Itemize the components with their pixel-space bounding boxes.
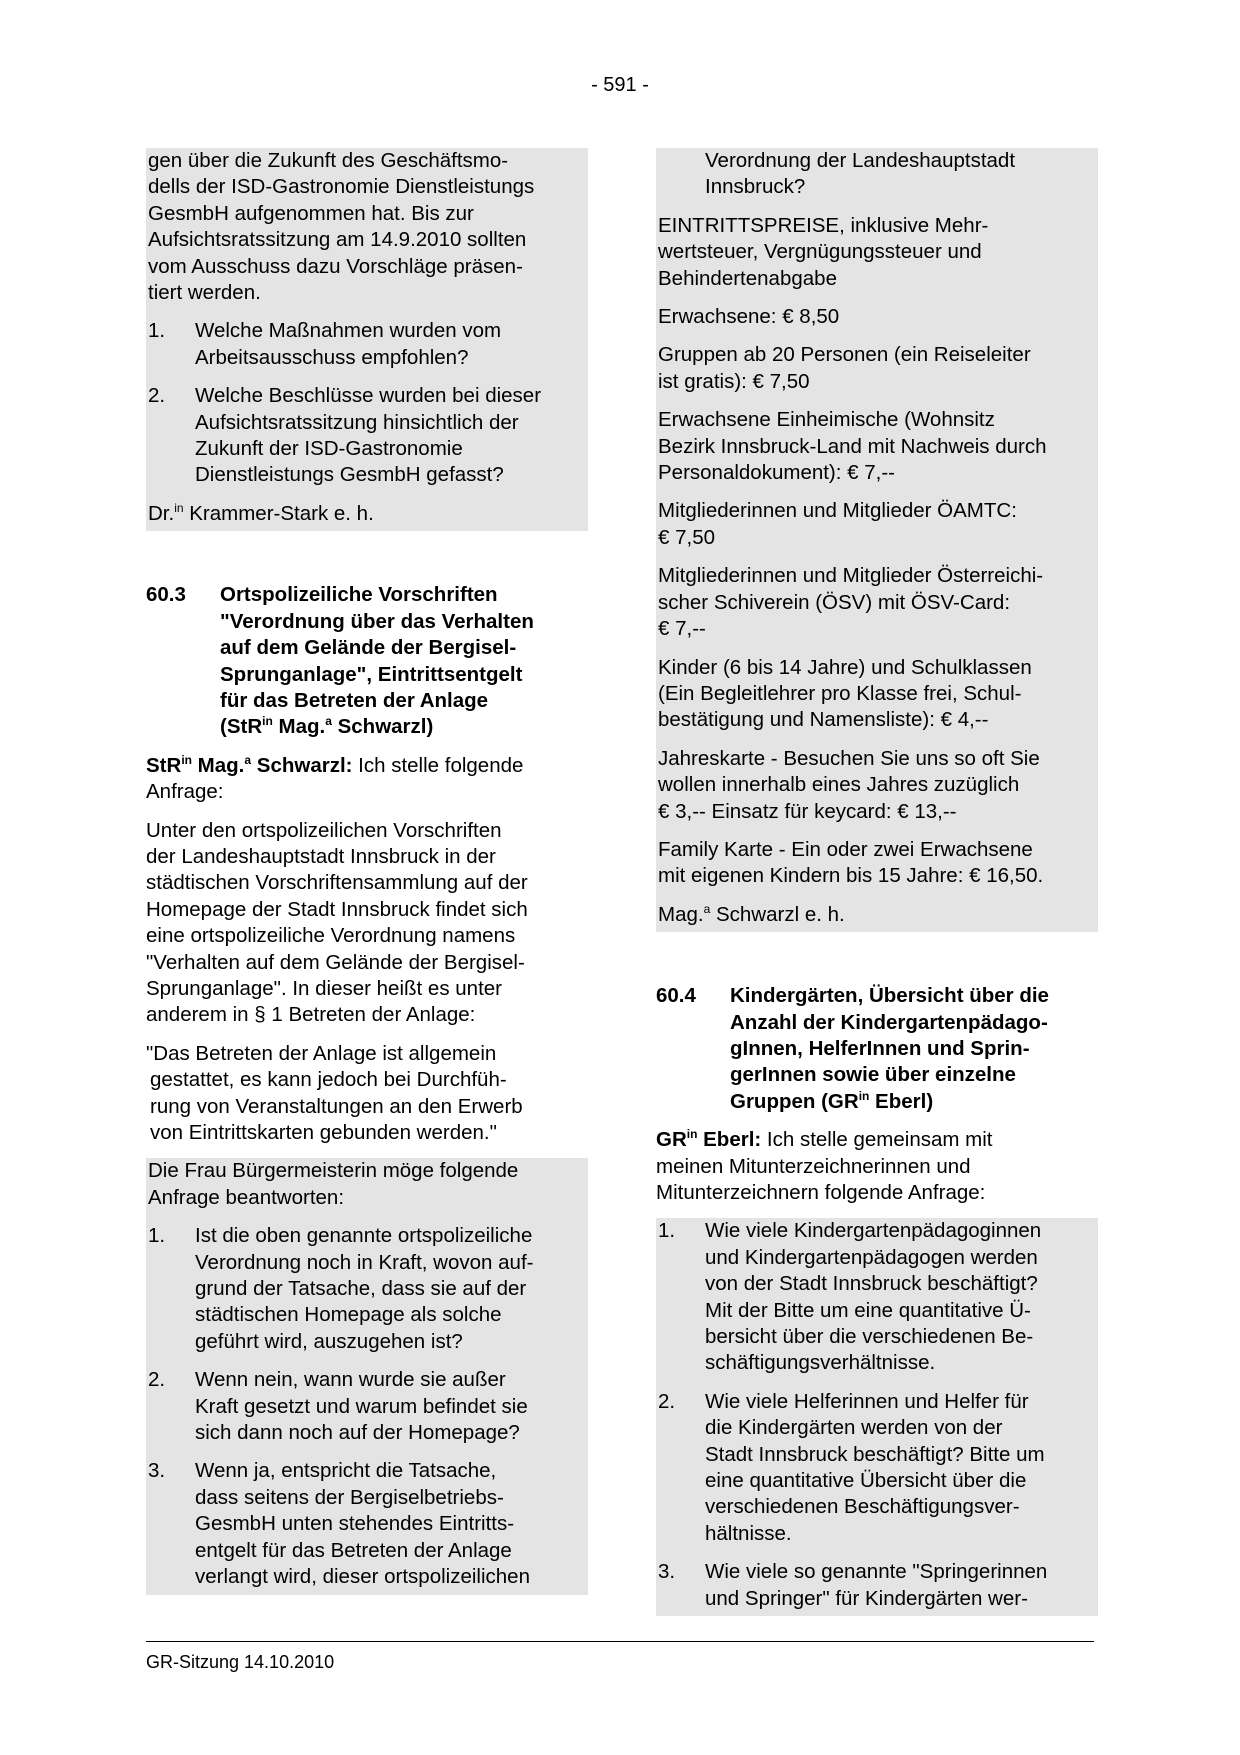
kindergarten-item-2: 2. Wie viele Helferinnen und Helfer für die Kindergärten werden von der Stadt Innsbruck beschäftigt? Bitte um eine quantitative Übersicht über die verschiedenen Beschäftigungsver- hältnisse. xyxy=(658,1389,1045,1545)
request-item-2: 2. Wenn nein, wann wurde sie außer Kraft gesetzt und warum befindet sie sich dann noch auf der Homepage? xyxy=(148,1368,528,1445)
left-column xyxy=(146,148,588,1595)
request-item-1: 1. Ist die oben genannte ortspolizeiliche Verordnung noch in Kraft, wovon auf- grund der Tatsache, dass sie auf der städtischen Homepage als solche geführt wird, auszugehen ist? xyxy=(148,1224,534,1353)
price-groups: Gruppen ab 20 Personen (ein Reiseleiter ist gratis): € 7,50 xyxy=(658,343,1031,393)
question-block-bergisel xyxy=(146,1158,588,1594)
question-block-isd xyxy=(146,148,588,531)
request-paragraph: Die Frau Bürgermeisterin möge folgende Anfrage beantworten: xyxy=(148,1159,519,1209)
signature-schwarzl: Mag.$^a$ Schwarzl e. h. xyxy=(658,901,845,926)
continued-item-3: Verordnung der Landeshauptstadt Innsbruck? xyxy=(705,149,1016,199)
intro-paragraph: gen über die Zukunft des Geschäftsmo- dells der ISD-Gastronomie Dienstleistungs GesmbH aufgenommen hat. Bis zur Aufsichtsratssitzung am 14.9.2010 sollten vom Ausschuss dazu Vorschläge präsen- tiert werden. xyxy=(148,149,535,305)
question-block-kindergarten xyxy=(656,1218,1098,1616)
price-oeamtc: Mitgliederinnen und Mitglieder ÖAMTC: € 7,50 xyxy=(658,499,1017,549)
question-item-2: 2. Welche Beschlüsse wurden bei dieser Aufsichtsratssitzung hinsichtlich der Zukunft der ISD-Gastronomie Dienstleistungs GesmbH gefasst? xyxy=(148,384,542,487)
price-adults: Erwachsene: € 8,50 xyxy=(658,305,840,329)
price-annual: Jahreskarte - Besuchen Sie uns so oft Sie wollen innerhalb eines Jahres zuzüglich € 3,-- Einsatz für keycard: € 13,-- xyxy=(658,746,1040,823)
speaker-intro-eberl: $GR^{in}$ Eberl: Ich stelle gemeinsam mit meinen Mitunterzeichnerinnen und Mitunterzeichnern folgende Anfrage: xyxy=(656,1127,993,1204)
signature-krammer-stark: Dr.$^{in}$ Krammer-Stark e. h. xyxy=(148,501,374,525)
prices-heading: EINTRITTSPREISE, inklusive Mehr- wertsteuer, Vergnügungssteuer und Behindertenabgabe xyxy=(658,213,989,290)
request-item-3: 3. Wenn ja, entspricht die Tatsache, dass seitens der Bergiselbetriebs- GesmbH unten stehendes Eintritts- entgelt für das Betreten der Anlage verlangt wird, dieser ortspolizeilichen xyxy=(148,1459,530,1589)
section-heading-60-3: 60.3 Ortspolizeiliche Vorschriften "Verordnung über das Verhalten auf dem Gelände der Bergisel- Sprunganlage", Eintrittsentgelt für das Betreten der Anlage (StR$^{in}$ Mag.$^a$ Schwarzl) xyxy=(146,583,534,739)
question-item-1: 1. Welche Maßnahmen wurden vom Arbeitsausschuss empfohlen? xyxy=(148,319,502,369)
question-block-bergisel-cont xyxy=(656,148,1098,932)
price-children: Kinder (6 bis 14 Jahre) und Schulklassen (Ein Begleitlehrer pro Klasse frei, Schul- bestätigung und Namensliste): € 4,-- xyxy=(658,655,1032,732)
speaker-intro-schwarzl: StR$^{in}$ Mag.$^a$ Schwarzl: Ich stelle folgende Anfrage: xyxy=(146,752,524,804)
price-locals: Erwachsene Einheimische (Wohnsitz Bezirk Innsbruck-Land mit Nachweis durch Personaldokument): € 7,-- xyxy=(658,408,1047,485)
kindergarten-item-3: 3. Wie viele so genannte "Springerinnen und Springer" für Kindergärten wer- xyxy=(658,1560,1048,1610)
right-column xyxy=(656,148,1098,1616)
price-family: Family Karte - Ein oder zwei Erwachsene mit eigenen Kindern bis 15 Jahre: € 16,50. xyxy=(658,837,1044,888)
page-number: - 591 - xyxy=(591,74,649,96)
footer-session-date: GR-Sitzung 14.10.2010 xyxy=(146,1652,335,1672)
kindergarten-item-1: 1. Wie viele Kindergartenpädagoginnen und Kindergartenpädagogen werden von der Stadt Innsbruck beschäftigt? Mit der Bitte um eine quantitative Ü- bersicht über die verschiedenen Be- schäftigungsverhältnisse. xyxy=(658,1219,1042,1375)
price-oesv: Mitgliederinnen und Mitglieder Österreichi- scher Schiverein (ÖSV) mit ÖSV-Card: € 7,-- xyxy=(658,564,1044,641)
footer-divider xyxy=(146,1641,1094,1642)
body-paragraph-vorschriften: Unter den ortspolizeilichen Vorschriften der Landeshauptstadt Innsbruck in der städtischen Vorschriftensammlung auf der Homepage der Stadt Innsbruck findet sich eine ortspolizeiliche Verordnung namens "Verhalten auf dem Gelände der Bergisel- Sprunganlage". In dieser heißt es unter anderem in § 1 Betreten der Anlage: xyxy=(146,818,528,1027)
quote-paragraph: "Das Betreten der Anlage ist allgemein gestattet, es kann jedoch bei Durchfüh- rung von Veranstaltungen an den Erwerb von Eintrittskarten gebunden werden." xyxy=(146,1041,523,1144)
section-heading-60-4: 60.4 Kindergärten, Übersicht über die Anzahl der Kindergartenpädago- gInnen, HelferInnen und Sprin- gerInnen sowie über einzelne Gruppen ($GR^{in}$ Eberl) xyxy=(656,984,1049,1113)
